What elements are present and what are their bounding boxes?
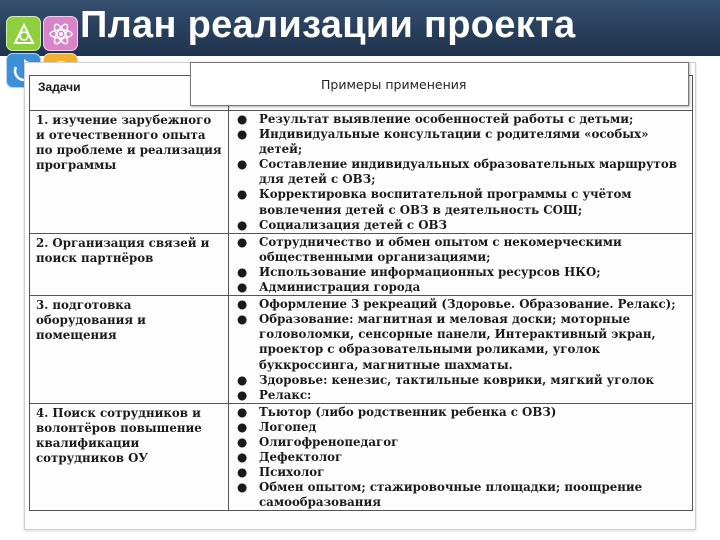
atom-icon xyxy=(43,16,78,51)
list-item: ● Результат выявление особенностей работы с детьми; xyxy=(237,112,634,126)
list-item: ● Социализация детей с ОВЗ xyxy=(237,217,447,232)
bullet-icon: ● xyxy=(237,127,248,142)
document-scan xyxy=(24,62,696,530)
list-item: ● Релакс: xyxy=(237,387,312,402)
bullet-icon: ● xyxy=(237,450,248,465)
bullet-icon: ● xyxy=(237,312,248,327)
list-item: ● Обмен опытом; стажировочные площадки; поощрение самообразования xyxy=(237,480,643,510)
examples-label-box xyxy=(190,62,689,106)
geometry-icon xyxy=(6,16,41,51)
list-item: ● Составление индивидуальных образовательных маршрутов для детей с ОВЗ; xyxy=(237,157,677,187)
list-item: ● Образование: магнитная и меловая доски; моторные головоломки, сенсорные панели, Интерактивный экран, проектор с образовательными роликами, уголок буккроссинга, магнитные шахматы. xyxy=(237,312,656,372)
bullet-icon: ● xyxy=(237,419,248,434)
table-row xyxy=(30,233,693,295)
plan-table xyxy=(29,75,693,511)
bullet-icon: ● xyxy=(237,264,248,279)
table-row xyxy=(30,111,693,234)
bullet-icon: ● xyxy=(237,434,248,449)
title-bar xyxy=(0,0,720,56)
task-cell: 2. Организация связей и поиск партнёров xyxy=(30,233,229,295)
bullet-icon: ● xyxy=(237,372,248,387)
list-item: ● Использование информационных ресурсов НКО; xyxy=(237,264,601,279)
task-cell: 1. изучение зарубежного и отечественного опыта по проблеме и реализация программы xyxy=(30,111,229,234)
list-item: ● Психолог xyxy=(237,465,325,480)
list-item: ● Сотрудничество и обмен опытом с некомерческими общественными организациями; xyxy=(237,234,622,264)
column-header-tasks: Задачи xyxy=(30,76,229,111)
list-item: ● Олигофренопедагог xyxy=(237,434,399,449)
examples-label: Примеры применения xyxy=(321,77,467,92)
list-item: ● Здоровье: кенезис, тактильные коврики, мягкий уголок xyxy=(237,372,655,387)
list-item: ● Администрация города xyxy=(237,280,421,295)
bullet-icon: ● xyxy=(237,234,248,249)
bullet-icon: ● xyxy=(237,297,248,312)
examples-cell xyxy=(229,403,693,511)
list-item: ● Логопед xyxy=(237,419,317,434)
list-item: ● Корректировка воспитательной программы с учётом вовлечения детей с ОВЗ в деятельность СОШ; xyxy=(237,187,632,217)
bullet-icon: ● xyxy=(237,480,248,495)
examples-cell xyxy=(229,111,693,234)
bullet-icon: ● xyxy=(237,387,248,402)
list-item: ● Оформление 3 рекреаций (Здоровье. Образование. Релакс); xyxy=(237,297,676,312)
page-title: План реализации проекта xyxy=(80,4,576,46)
table-row xyxy=(30,403,693,511)
list-item: ● Дефектолог xyxy=(237,450,343,465)
examples-cell xyxy=(229,296,693,404)
task-cell: 4. Поиск сотрудников и волонтёров повышение квалификации сотрудников ОУ xyxy=(30,403,229,511)
bullet-icon: ● xyxy=(237,217,248,232)
bullet-icon: ● xyxy=(237,187,248,202)
task-cell: 3. подготовка оборудования и помещения xyxy=(30,296,229,404)
examples-cell xyxy=(229,233,693,295)
bullet-icon: ● xyxy=(237,280,248,295)
bullet-icon: ● xyxy=(237,465,248,480)
bullet-icon: ● xyxy=(237,404,248,419)
bullet-icon: ● xyxy=(237,112,248,126)
list-item: ● Тьютор (либо родственник ребенка с ОВЗ) xyxy=(237,404,557,419)
bullet-icon: ● xyxy=(237,157,248,172)
list-item: ● Индивидуальные консультации с родителями «особых» детей; xyxy=(237,127,649,157)
table-row xyxy=(30,296,693,404)
